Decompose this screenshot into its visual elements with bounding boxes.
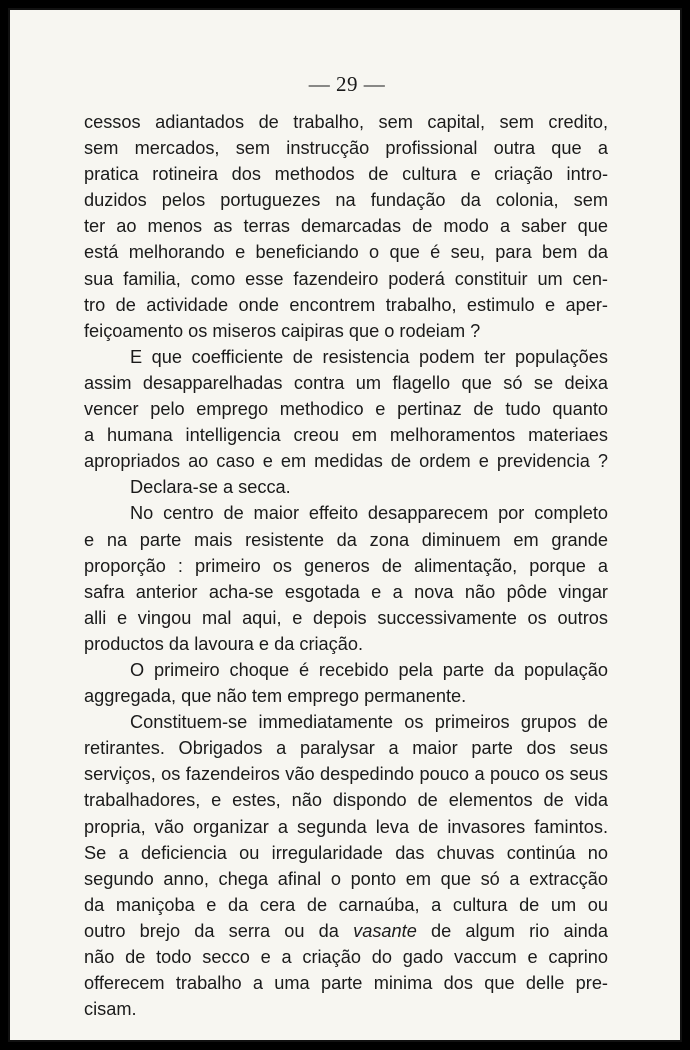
text-line: productos da lavoura e da criação. <box>84 633 364 654</box>
text-line: E que coefficiente de resistencia podem ter populações <box>130 346 608 367</box>
text-line: ter ao menos as terras demarcadas de modo a saber que <box>84 216 608 237</box>
text-line: apropriados ao caso e em medidas de ordem e previdencia ? <box>84 451 608 472</box>
text-line: No centro de maior effeito desapparecem por completo <box>130 503 608 524</box>
text-line: serviços, os fazendeiros vão despedindo pouco a pouco os seus <box>84 764 608 785</box>
text-line: trabalhadores, e estes, não dispondo de elementos de vida <box>84 790 608 811</box>
text-segment: outro brejo da serra ou da <box>84 920 339 941</box>
text-line: segundo anno, chega afinal o ponto em que só a extracção <box>84 868 608 889</box>
text-line: a humana intelligencia creou em melhoramentos materiaes <box>84 425 608 446</box>
page-number: — 29 — <box>308 72 386 96</box>
text-line-with-italic <box>84 918 608 944</box>
text-line: alli e vingou mal aqui, e depois successivamente os outros <box>84 607 608 628</box>
text-line: cisam. <box>84 999 137 1020</box>
text-line: pratica rotineira dos methodos de cultura e criação intro- <box>84 164 608 185</box>
text-line: safra anterior acha-se esgotada e a nova não pôde vingar <box>84 581 608 602</box>
text-line: não de todo secco e a criação do gado vaccum e caprino <box>84 947 608 967</box>
text-line: feiçoamento os miseros caipiras que o rodeiam ? <box>84 320 481 341</box>
text-line: propria, vão organizar a segunda leva de invasores famintos. <box>84 816 608 837</box>
text-line: Declara-se a secca. <box>130 477 291 498</box>
italic-word: vasante <box>353 920 417 941</box>
text-line: cessos adiantados de trabalho, sem capital, sem credito, <box>84 112 608 132</box>
text-line: proporção : primeiro os generos de alimentação, porque a <box>84 555 608 576</box>
text-line: Constituem-se immediatamente os primeiros grupos de <box>130 712 608 733</box>
text-line: duzidos pelos portuguezes na fundação da colonia, sem <box>84 190 608 211</box>
book-page <box>8 8 682 1042</box>
text-line: aggregada, que não tem emprego permanente. <box>84 686 467 707</box>
text-line: vencer pelo emprego methodico e pertinaz de tudo quanto <box>84 399 608 420</box>
text-line: sua familia, como esse fazendeiro poderá constituir um cen- <box>84 268 608 289</box>
text-line: está melhorando e beneficiando o que é seu, para bem da <box>84 242 608 263</box>
text-line: assim desapparelhadas contra um flagello que só se deixa <box>84 372 608 393</box>
text-line: sem mercados, sem instrucção profissional outra que a <box>84 138 608 159</box>
text-line: e na parte mais resistente da zona diminuem em grande <box>84 529 608 550</box>
text-line: offerecem trabalho a uma parte minima dos que delle pre- <box>84 973 608 994</box>
text-line: tro de actividade onde encontrem trabalho, estimulo e aper- <box>84 294 608 315</box>
text-line: Se a deficiencia ou irregularidade das chuvas continúa no <box>84 842 608 863</box>
text-segment: de algum rio ainda <box>431 920 609 941</box>
text-line: retirantes. Obrigados a paralysar a maior parte dos seus <box>84 738 608 759</box>
text-line: O primeiro choque é recebido pela parte da população <box>130 659 608 680</box>
text-line: da maniçoba e da cera de carnaúba, a cultura de um ou <box>84 894 608 915</box>
body-text <box>84 109 608 1022</box>
